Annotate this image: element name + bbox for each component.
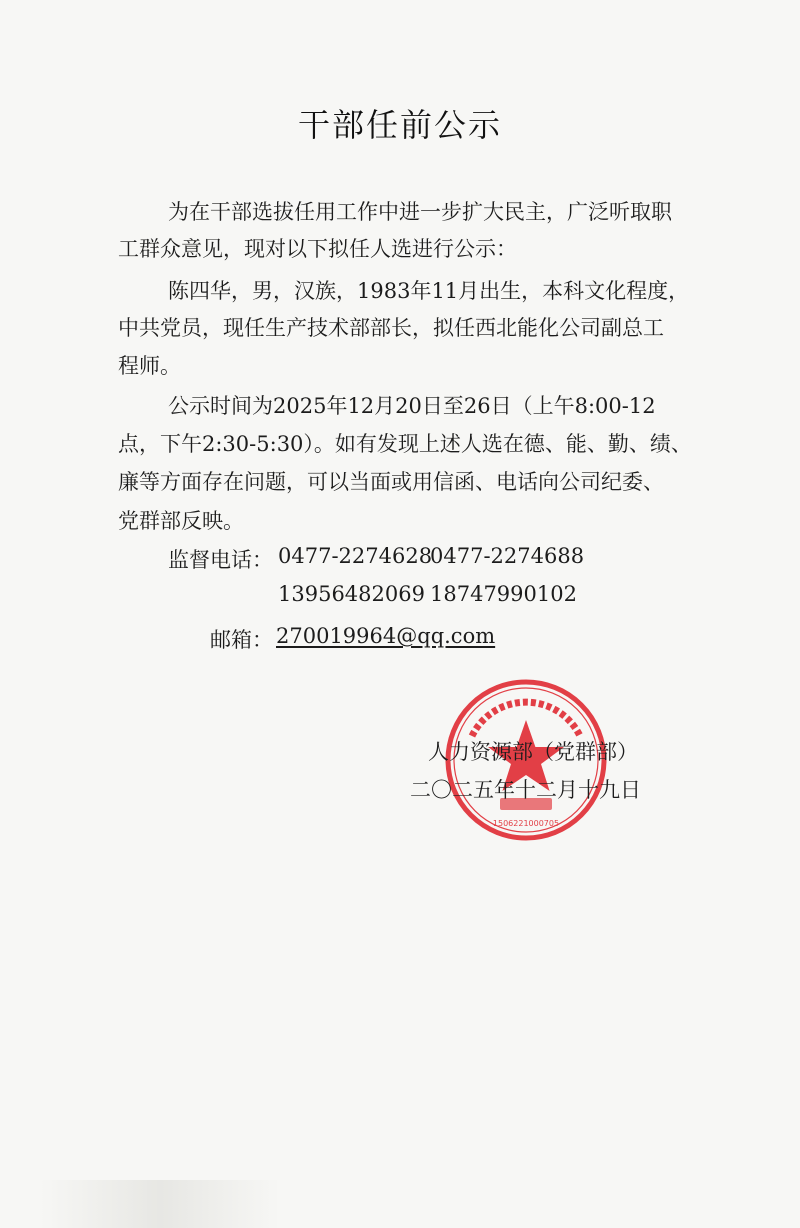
body-line-9: 党群部反映。 [118, 509, 244, 533]
phone-1: 0477-2274628 [278, 544, 433, 568]
email-label: 邮箱： [210, 628, 273, 652]
body-line-4: 中共党员，现任生产技术部部长，拟任西北能化公司副总工 [118, 316, 664, 340]
phone-label: 监督电话： [168, 548, 273, 572]
phone-4: 18747990102 [430, 582, 577, 606]
scan-smudge [40, 1180, 280, 1228]
page-title: 干部任前公示 [297, 106, 502, 144]
body-line-2: 工群众意见，现对以下拟任人选进行公示： [118, 237, 517, 261]
seal-number: 1506221000705 [492, 819, 560, 828]
phone-2: 0477-2274688 [430, 544, 585, 568]
email-address: 270019964@qq.com [276, 624, 496, 648]
body-line-6: 公示时间为2025年12月20日至26日（上午8:00-12 [168, 394, 656, 418]
signature-department: 人力资源部（党群部） [428, 740, 638, 764]
body-line-3: 陈四华，男，汉族，1983年11月出生，本科文化程度， [168, 279, 690, 303]
body-line-5: 程师。 [118, 354, 181, 378]
body-line-7: 点，下午2:30-5:30）。如有发现上述人选在德、能、勤、绩、 [118, 432, 692, 456]
body-line-8: 廉等方面存在问题，可以当面或用信函、电话向公司纪委、 [118, 470, 664, 494]
signature-date: 二〇二五年十二月十九日 [410, 778, 641, 802]
phone-3: 13956482069 [278, 582, 425, 606]
body-line-1: 为在干部选拔任用工作中进一步扩大民主，广泛听取职 [168, 200, 672, 224]
